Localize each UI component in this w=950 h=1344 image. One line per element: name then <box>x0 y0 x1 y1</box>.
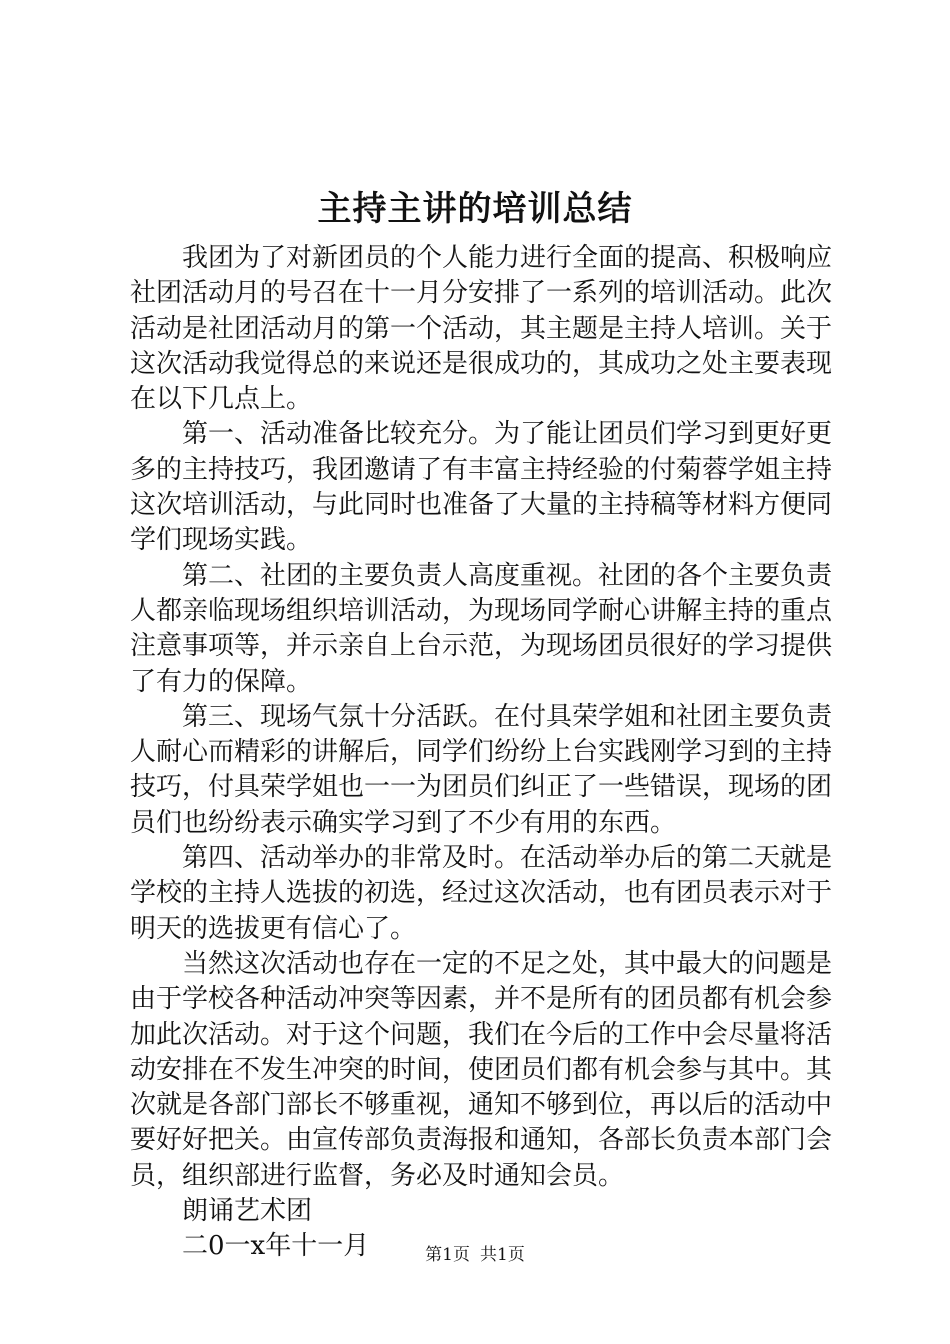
signature-date: 二0一x年十一月 <box>182 1231 370 1262</box>
page-number: 第1页 <box>425 1245 470 1265</box>
document-title: 主持主讲的培训总结 <box>317 189 633 229</box>
document-body <box>130 241 832 1265</box>
paragraph-intro: 我团为了对新团员的个人能力进行全面的提高、积极响应社团活动月的号召在十一月分安排了一系列的培训活动。此次活动是社团活动月的第一个活动，其主题是主持人培训。关于这次活动我觉得总的来说还是很成功的，其成功之处主要表现在以下几点上。 <box>130 243 833 415</box>
paragraph-point-4: 第四、活动举办的非常及时。在活动举办后的第二天就是学校的主持人选拔的初选，经过这次活动，也有团员表示对于明天的选拔更有信心了。 <box>130 843 833 944</box>
page-total: 共1页 <box>480 1245 525 1265</box>
signature-organization: 朗诵艺术团 <box>182 1196 313 1227</box>
paragraph-point-3: 第三、现场气氛十分活跃。在付具荣学姐和社团主要负责人耐心而精彩的讲解后，同学们纷纷上台实践刚学习到的主持技巧，付具荣学姐也一一为团员们纠正了一些错误，现场的团员们也纷纷表示确实学习到了不少有用的东西。 <box>130 701 833 838</box>
paragraph-point-1: 第一、活动准备比较充分。为了能让团员们学习到更好更多的主持技巧，我团邀请了有丰富主持经验的付菊蓉学姐主持这次培训活动，与此同时也准备了大量的主持稿等材料方便同学们现场实践。 <box>130 419 833 556</box>
page-footer <box>0 1243 950 1267</box>
paragraph-point-2: 第二、社团的主要负责人高度重视。社团的各个主要负责人都亲临现场组织培训活动，为现场同学耐心讲解主持的重点注意事项等，并示亲自上台示范，为现场团员很好的学习提供了有力的保障。 <box>130 560 833 697</box>
paragraph-shortcomings: 当然这次活动也存在一定的不足之处，其中最大的问题是由于学校各种活动冲突等因素，并不是所有的团员都有机会参加此次活动。对于这个问题，我们在今后的工作中会尽量将活动安排在不发生冲突的时间，使团员们都有机会参与其中。其次就是各部门部长不够重视，通知不够到位，再以后的活动中要好好把关。由宣传部负责海报和通知，各部长负责本部门会员，组织部进行监督，务必及时通知会员。 <box>130 948 833 1191</box>
